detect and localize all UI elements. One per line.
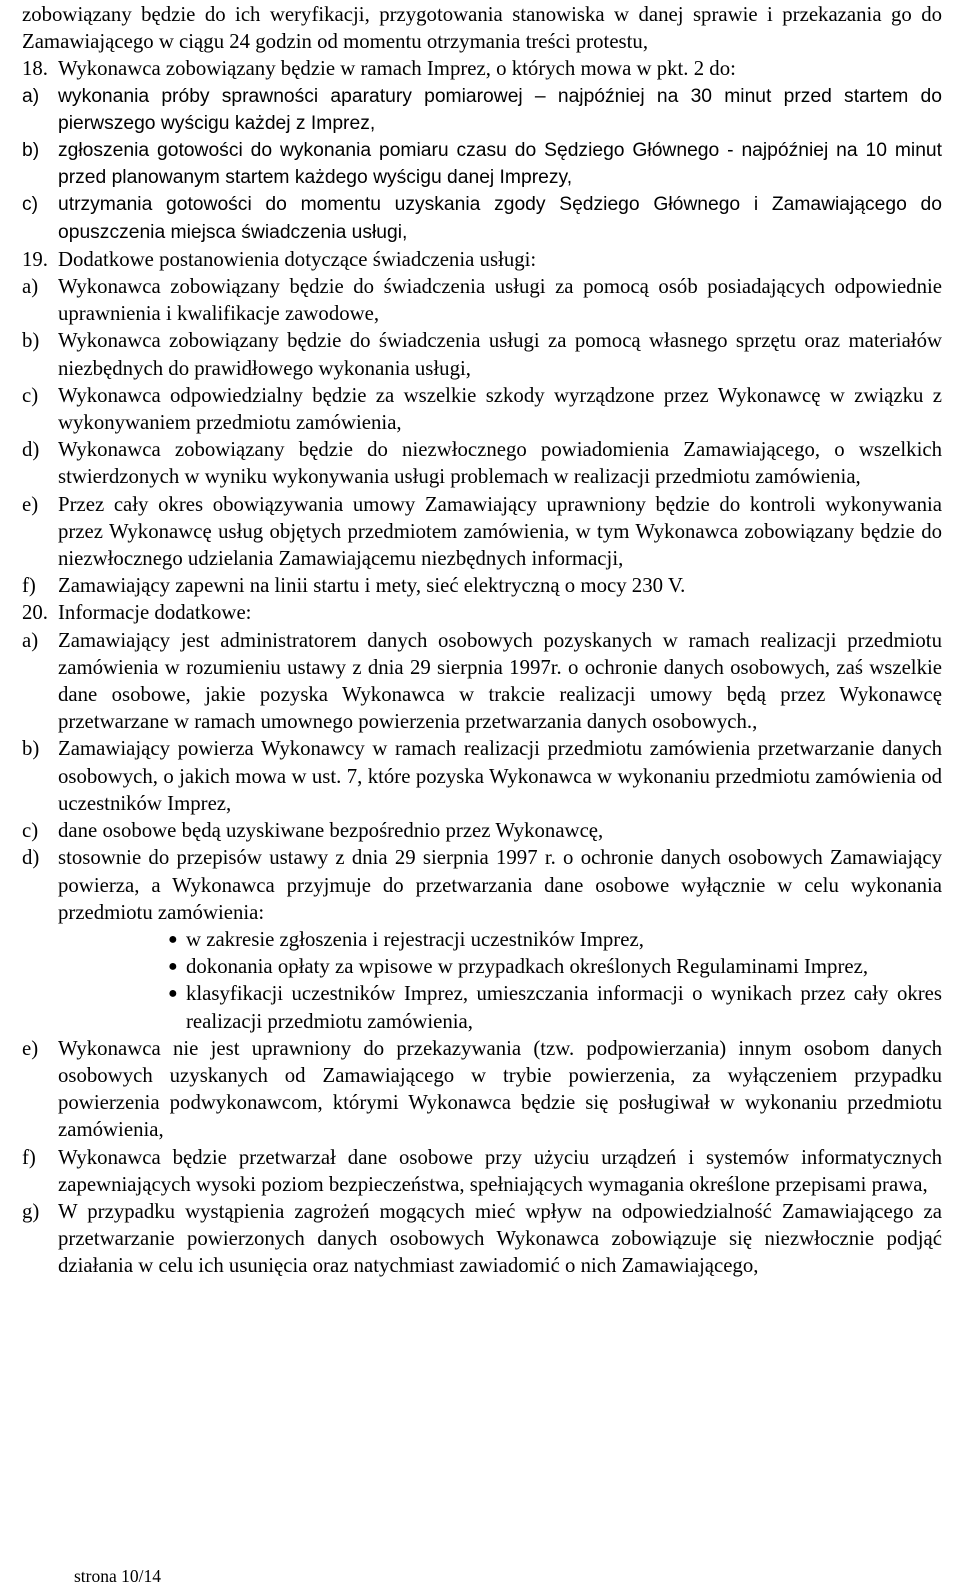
list-item (22, 491, 942, 573)
list-item-text: W przypadku wystąpienia zagrożeń mogących mieć wpływ na odpowiedzialność Zamawiającego za przetwarzanie powierzonych danych osobowych Wykonawca zobowiązuje się niezwłocznie podjąć działania w celu ich usunięcia oraz natychmiast zawiadomić o nich Zamawiającego, (58, 1199, 942, 1278)
list-item (22, 327, 942, 381)
list-item (22, 844, 942, 926)
list-item (22, 273, 942, 327)
section-19 (22, 246, 942, 273)
list-item-text: stosownie do przepisów ustawy z dnia 29 sierpnia 1997 r. o ochronie danych osobowych Zamawiający powierza, a Wykonawca przyjmuje do przetwarzania dane osobowe wyłącznie w celu wykonania przedmiotu zamówienia: (58, 846, 942, 924)
list-item-letter: g) (22, 1199, 40, 1223)
list-item-letter: b) (22, 737, 40, 761)
list-item (22, 83, 942, 137)
list-item-letter: e) (22, 1036, 39, 1060)
section-heading: Wykonawca zobowiązany będzie w ramach Imprez, o których mowa w pkt. 2 do: (58, 57, 736, 81)
list-item-letter: d) (22, 438, 40, 462)
list-item-letter: b) (22, 140, 40, 162)
list-item-text: Wykonawca nie jest uprawniony do przekazywania (tzw. podpowierzania) innym osobom danych osobowych uzyskanych od Zamawiającego w trybie powierzenia, za wyłączeniem przypadku powierzenia podwykonawcom, którymi Wykonawca będzie się posługiwał w wykonaniu przedmiotu zamówienia, (58, 1036, 942, 1142)
list-item (22, 382, 942, 436)
bullet-dot-icon: ● (168, 958, 178, 976)
list-item-text: Wykonawca będzie przetwarzał dane osobowe przy użyciu urządzeń i systemów informatycznych zapewniających wysoki poziom bezpieczeństwa, spełniających wymagania określone przepisami prawa, (58, 1145, 942, 1196)
list-item (22, 1144, 942, 1198)
list-item (22, 817, 942, 844)
list-item-text: wykonania próby sprawności aparatury pomiarowej – najpóźniej na 30 minut przed startem do pierwszego wyścigu każdej z Imprez, (58, 85, 942, 134)
bullet-dot-icon: ● (168, 985, 178, 1003)
continued-paragraph: zobowiązany będzie do ich weryfikacji, przygotowania stanowiska w danej sprawie i przekazania go do Zamawiającego w ciągu 24 godzin od momentu otrzymania treści protestu, (22, 3, 942, 54)
list-item-letter: e) (22, 492, 39, 516)
bullet-item (168, 980, 942, 1034)
section-heading: Informacje dodatkowe: (58, 601, 252, 625)
list-item-text: Zamawiający powierza Wykonawcy w ramach realizacji przedmiotu zamówienia przetwarzanie danych osobowych, o jakich mowa w ust. 7, które pozyska Wykonawca w wykonaniu przedmiotu zamówienia od uczestników Imprez, (58, 737, 942, 815)
section-number: 18. (22, 57, 48, 81)
list-item (22, 572, 942, 599)
list-item-text: Zamawiający zapewni na linii startu i mety, sieć elektryczną o mocy 230 V. (58, 574, 686, 598)
section-20 (22, 599, 942, 626)
section-number: 20. (22, 601, 48, 625)
list-item-letter: c) (22, 819, 39, 843)
list-item-text: Przez cały okres obowiązywania umowy Zamawiający uprawniony będzie do kontroli wykonywania przez Wykonawcę usług objętych przedmiotem zamówienia, w tym Wykonawca zobowiązany będzie do niezwłocznego udzielania Zamawiającemu niezbędnych informacji, (58, 492, 942, 571)
list-item (22, 137, 942, 191)
list-item (22, 1198, 942, 1280)
list-item-text: Wykonawca zobowiązany będzie do świadczenia usługi za pomocą własnego sprzętu oraz materiałów niezbędnych do prawidłowego wykonania usługi, (58, 329, 942, 380)
list-item-letter: f) (22, 574, 36, 598)
document-content (22, 1, 942, 1280)
list-item-letter: d) (22, 846, 40, 870)
bullet-dot-icon: ● (168, 930, 178, 948)
bullet-text: klasyfikacji uczestników Imprez, umieszczania informacji o wynikach przez cały okres realizacji przedmiotu zamówienia, (186, 982, 942, 1033)
list-item-text: Wykonawca odpowiedzialny będzie za wszelkie szkody wyrządzone przez Wykonawcę w związku z wykonywaniem przedmiotu zamówienia, (58, 383, 942, 435)
list-item-letter: a) (22, 85, 40, 107)
page-number: strona 10/14 (74, 1566, 162, 1586)
list-item (22, 436, 942, 490)
bullet-text: w zakresie zgłoszenia i rejestracji uczestników Imprez, (186, 927, 644, 951)
list-item-letter: c) (22, 383, 39, 407)
list-item-text: Zamawiający jest administratorem danych osobowych pozyskanych w ramach realizacji przedmiotu zamówienia w rozumieniu ustawy z dnia 29 sierpnia 1997r. o ochronie danych osobowych, zaś wszelkie dane osobowe, jakie pozyska Wykonawca w trakcie realizacji umowy będą przez Wykonawcę przetwarzane w ramach umownego powierzenia przetwarzania danych osobowych., (58, 628, 942, 734)
section-18 (22, 55, 942, 82)
bullet-text: dokonania opłaty za wpisowe w przypadkach określonych Regulaminami Imprez, (186, 955, 869, 979)
list-item (22, 1035, 942, 1144)
list-item-letter: b) (22, 329, 40, 353)
list-item (22, 627, 942, 736)
section-number: 19. (22, 247, 48, 271)
list-item (22, 191, 942, 245)
list-item-text: utrzymania gotowości do momentu uzyskania zgody Sędziego Głównego i Zamawiającego do opuszczenia miejsca świadczenia usługi, (58, 194, 942, 243)
list-item-letter: f) (22, 1145, 36, 1169)
list-item-text: Wykonawca zobowiązany będzie do niezwłocznego powiadomienia Zamawiającego, o wszelkich stwierdzonych w wyniku wykonywania usługi problemach w realizacji przedmiotu zamówienia, (58, 438, 942, 489)
bullet-list (22, 926, 942, 1035)
bullet-item (168, 926, 942, 953)
bullet-item (168, 953, 942, 980)
list-item-letter: a) (22, 275, 39, 299)
list-item-text: Wykonawca zobowiązany będzie do świadczenia usługi za pomocą osób posiadających odpowiednie uprawnienia i kwalifikacje zawodowe, (58, 275, 942, 326)
section-heading: Dodatkowe postanowienia dotyczące świadczenia usługi: (58, 247, 537, 271)
list-item-letter: c) (22, 194, 39, 216)
list-item-letter: a) (22, 628, 39, 652)
list-item-text: dane osobowe będą uzyskiwane bezpośrednio przez Wykonawcę, (58, 819, 604, 843)
list-item-text: zgłoszenia gotowości do wykonania pomiaru czasu do Sędziego Głównego - najpóźniej na 10 minut przed planowanym startem każdego wyścigu danej Imprezy, (58, 140, 942, 189)
list-item (22, 735, 942, 817)
